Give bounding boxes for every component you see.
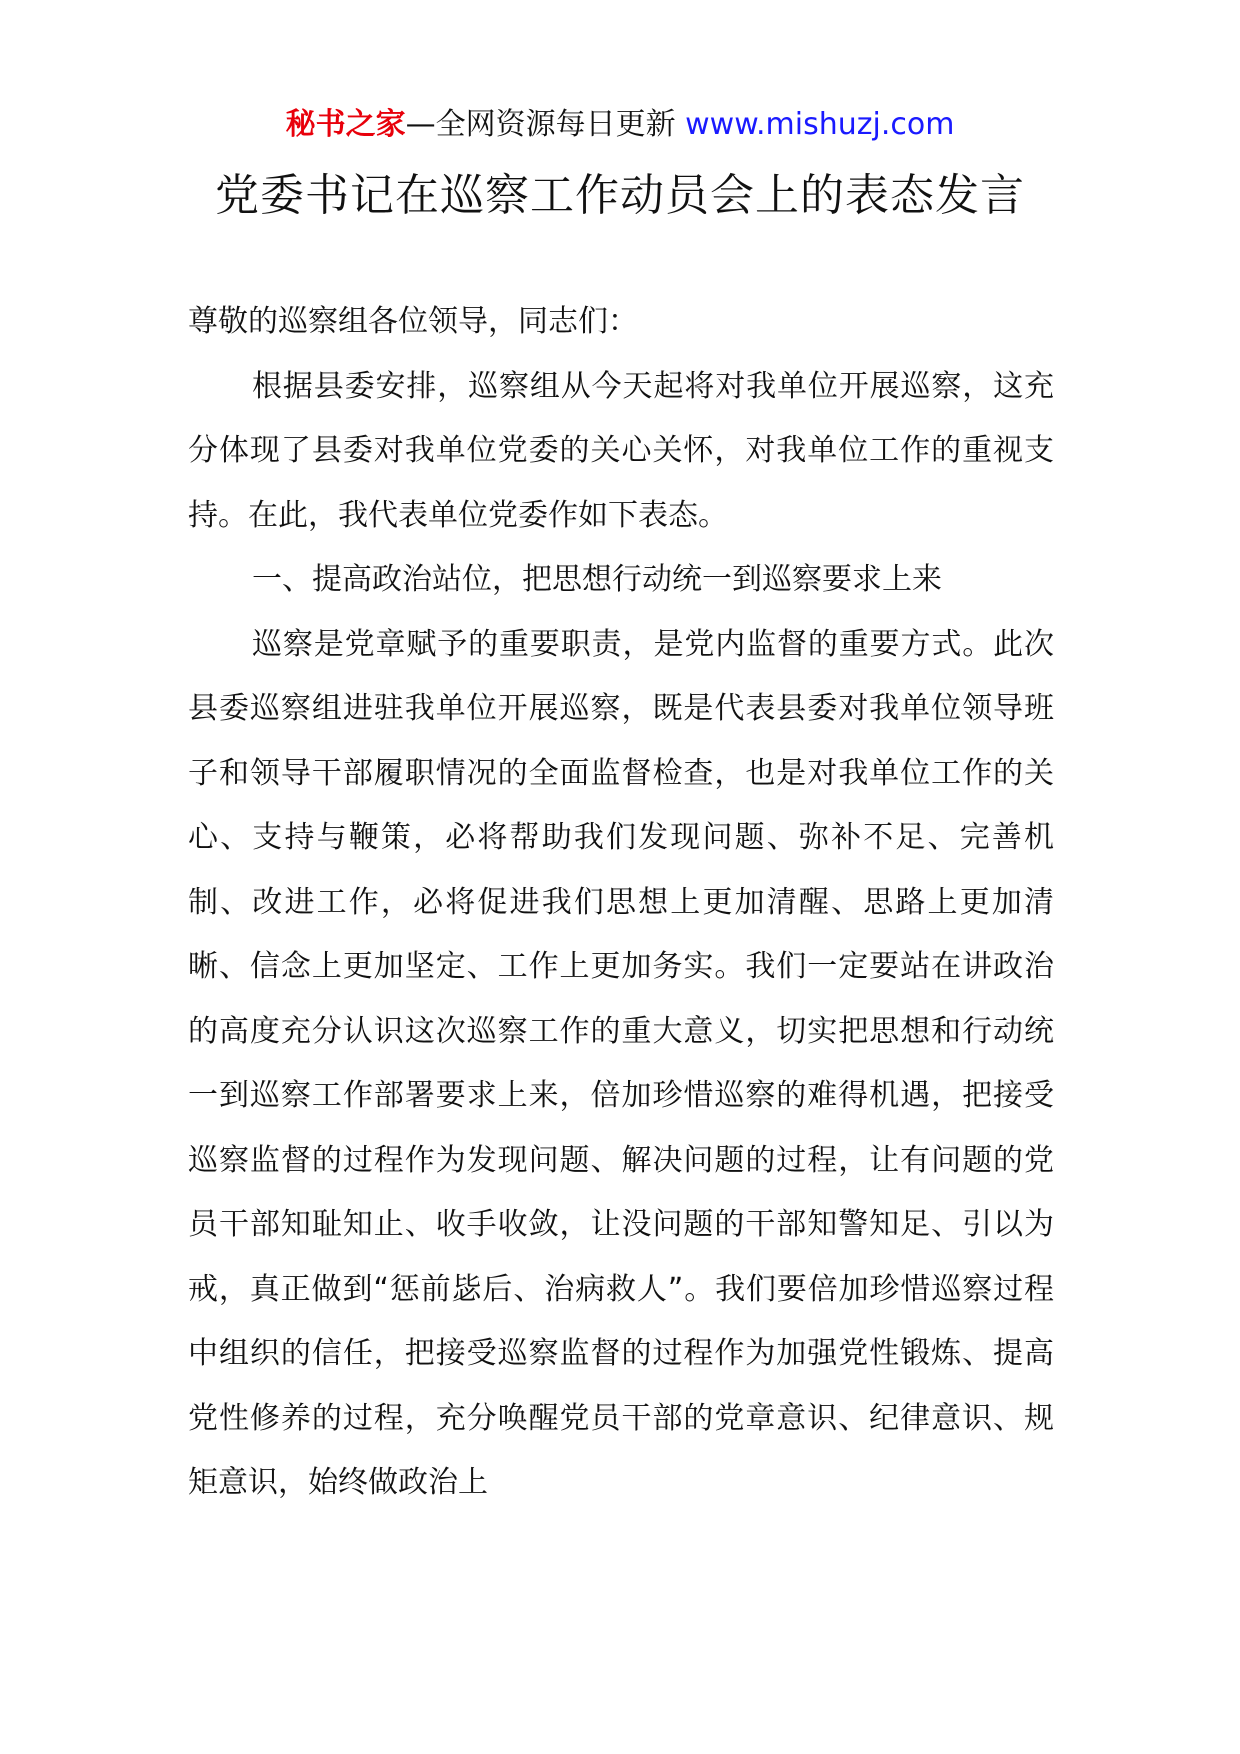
brand-name: 秘书之家 <box>285 107 406 142</box>
salutation: 尊敬的巡察组各位领导，同志们： <box>188 304 638 339</box>
site-header <box>0 100 1240 150</box>
document-body <box>188 290 1054 1516</box>
document-title: 党委书记在巡察工作动员会上的表态发言 <box>215 170 1025 221</box>
site-url: www.mishuzj.com <box>685 107 955 142</box>
paragraph-section-1: 巡察是党章赋予的重要职责，是党内监督的重要方式。此次县委巡察组进驻我单位开展巡察，既是代表县委对我单位领导班子和领导干部履职情况的全面监督检查，也是对我单位工作的关心、支持与鞭策，必将帮助我们发现问题、弥补不足、完善机制、改进工作，必将促进我们思想上更加清醒、思路上更加清晰、信念上更加坚定、工作上更加务实。我们一定要站在讲政治的高度充分认识这次巡察工作的重大意义，切实把思想和行动统一到巡察工作部署要求上来，倍加珍惜巡察的难得机遇，把接受巡察监督的过程作为发现问题、解决问题的过程，让有问题的党员干部知耻知止、收手收敛，让没问题的干部知警知足、引以为戒，真正做到“惩前毖后、治病救人”。我们要倍加珍惜巡察过程中组织的信任，把接受巡察监督的过程作为加强党性锻炼、提高党性修养的过程，充分唤醒党员干部的党章意识、纪律意识、规矩意识，始终做政治上 <box>188 626 1054 1500</box>
section-heading-1: 一、提高政治站位，把思想行动统一到巡察要求上来 <box>252 562 942 597</box>
header-tagline: —全网资源每日更新 <box>405 107 676 142</box>
paragraph-intro: 根据县委安排，巡察组从今天起将对我单位开展巡察，这充分体现了县委对我单位党委的关心关怀，对我单位工作的重视支持。在此，我代表单位党委作如下表态。 <box>188 368 1054 533</box>
